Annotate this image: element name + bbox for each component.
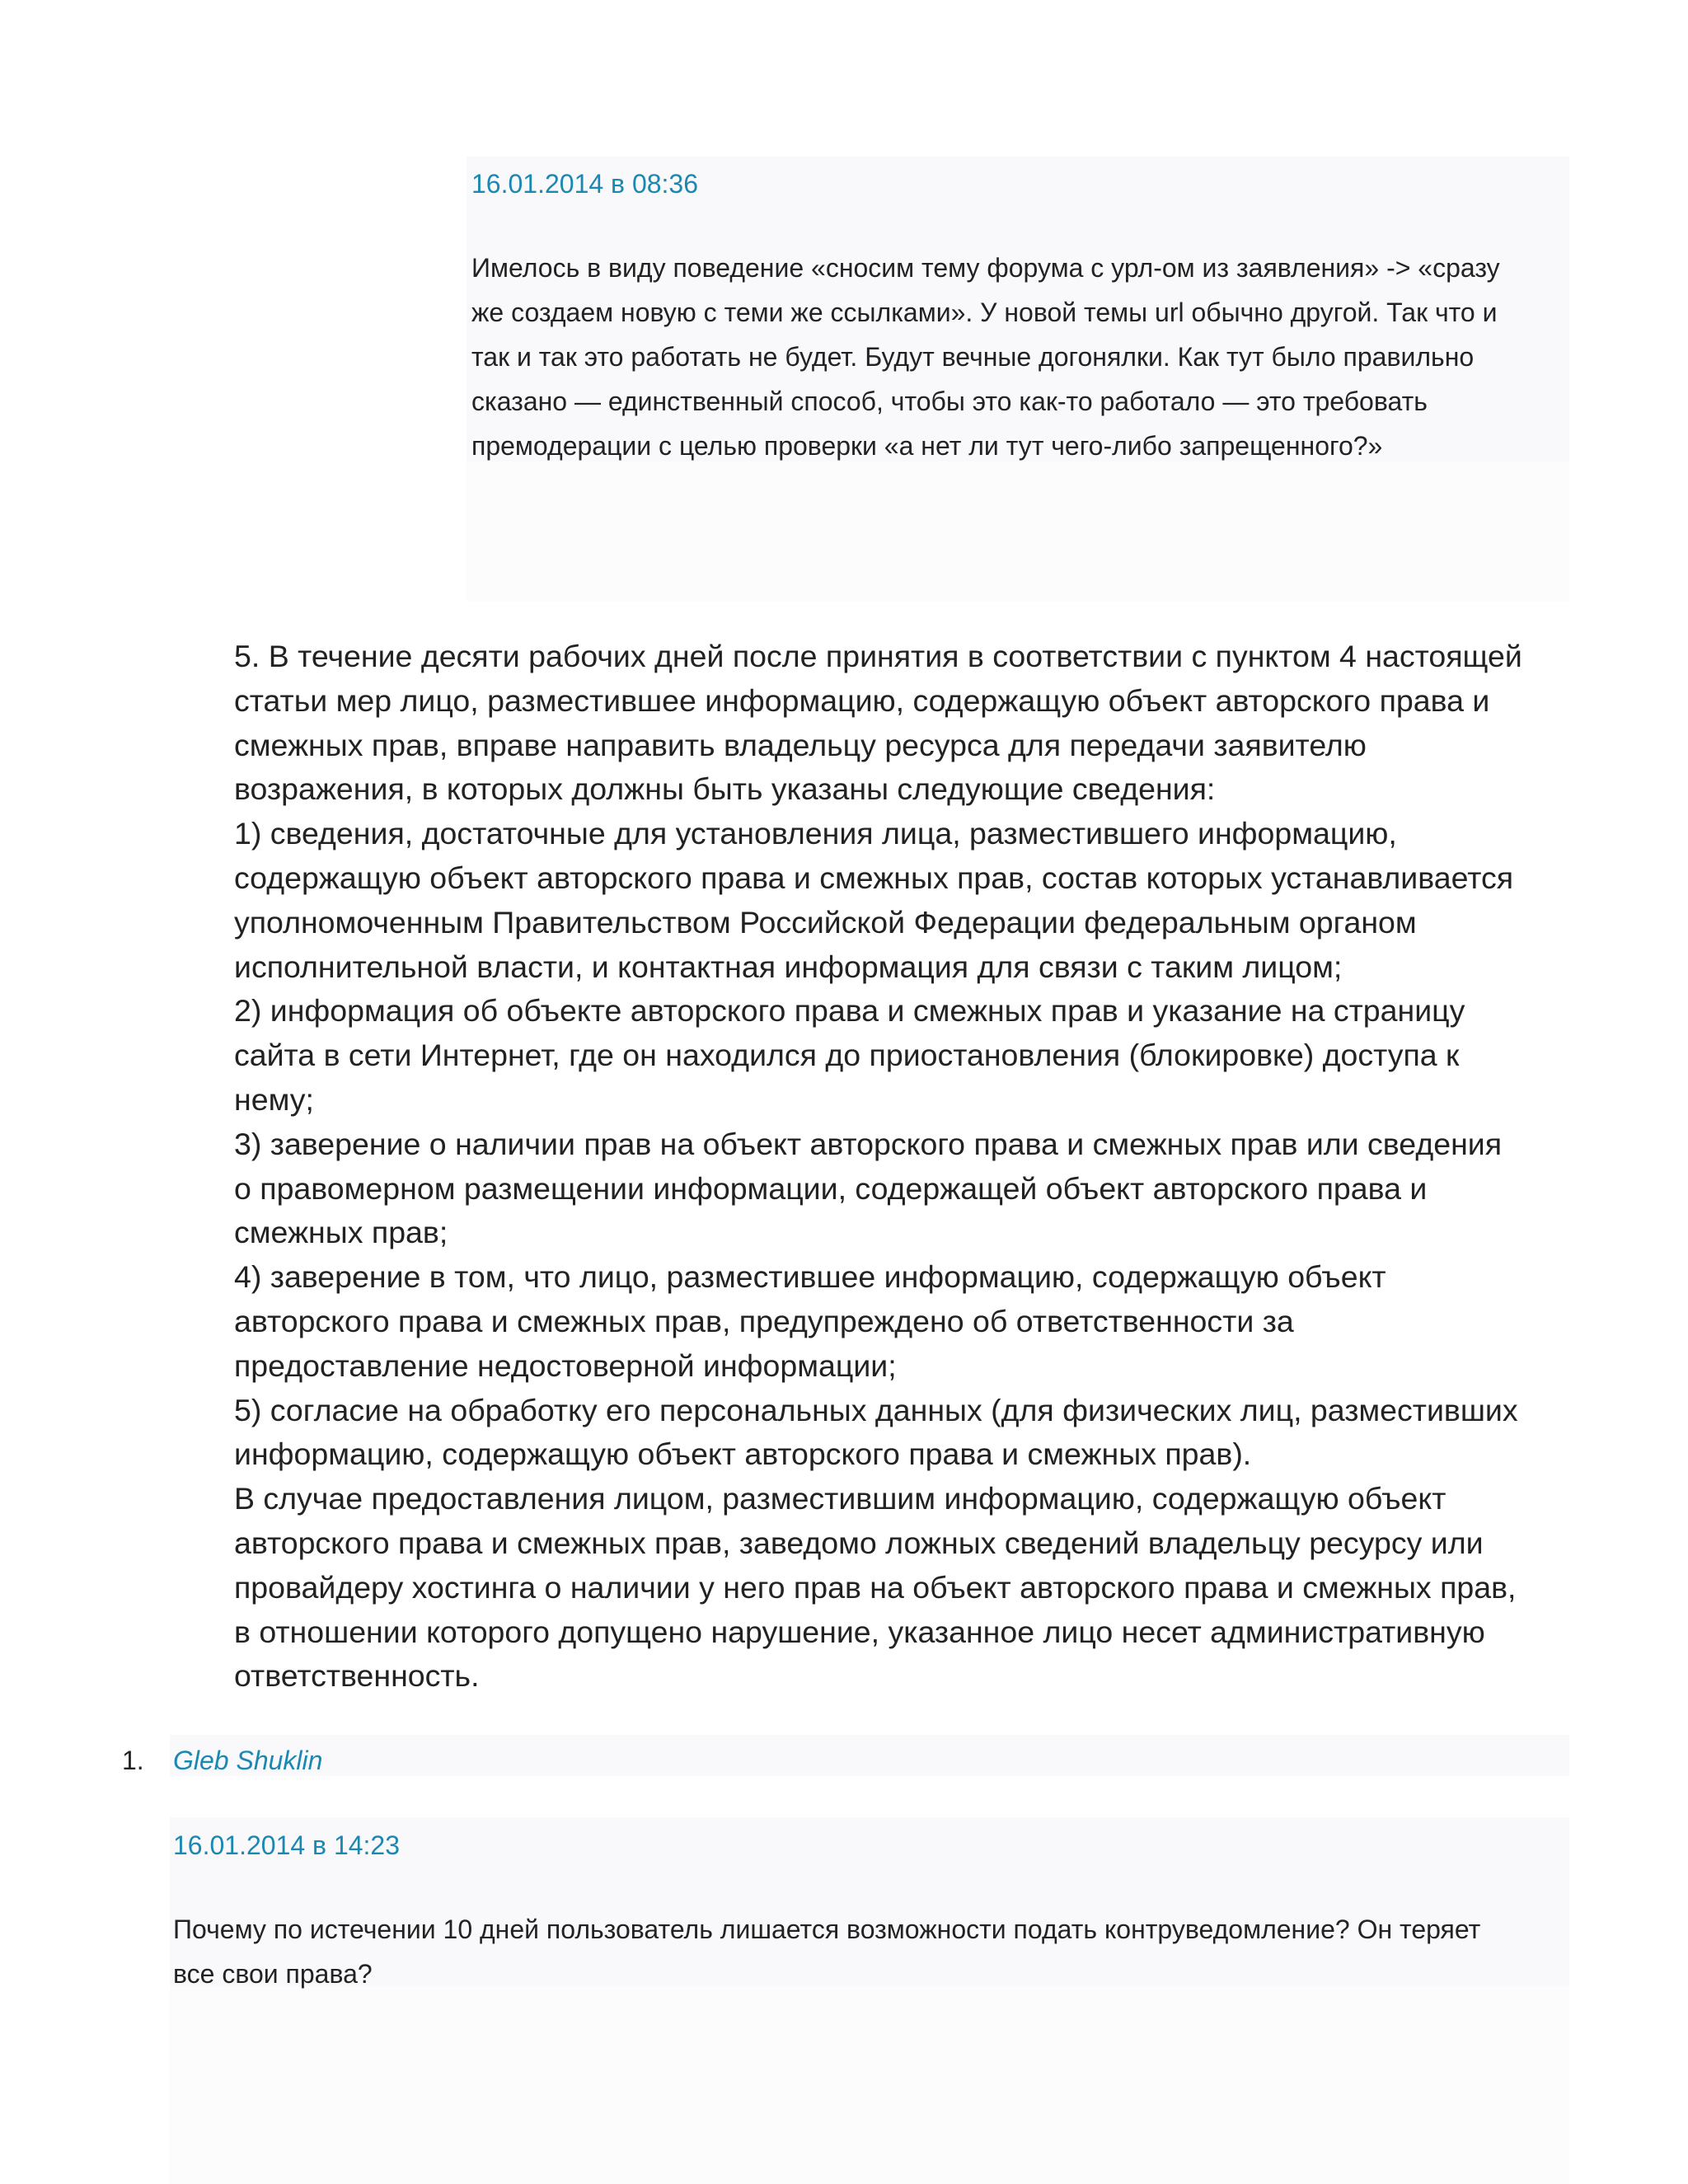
quote-line: возражения, в которых должны быть указаны следующие сведения: bbox=[234, 771, 1216, 807]
quote-line: 1) сведения, достаточные для установления лица, разместившего информацию, bbox=[234, 816, 1397, 851]
quote-line: смежных прав; bbox=[234, 1215, 448, 1250]
quote-line: 4) заверение в том, что лицо, разместившее информацию, содержащую объект bbox=[234, 1259, 1386, 1295]
quote-line: авторского права и смежных прав, заведомо ложных сведений владельцу ресурсу или bbox=[234, 1525, 1484, 1560]
comment-2-body bbox=[173, 1907, 1480, 1996]
comment-1-line: же создаем новую с теми же ссылками». У новой темы url обычно другой. Так что и bbox=[471, 298, 1498, 327]
quote-line: информацию, содержащую объект авторского права и смежных прав). bbox=[234, 1436, 1252, 1472]
quote-line: в отношении которого допущено нарушение, указанное лицо несет административную bbox=[234, 1614, 1485, 1649]
comment-1-line: так и так это работать не будет. Будут вечные догонялки. Как тут было правильно bbox=[471, 342, 1475, 372]
comment-2-author-panel bbox=[170, 1735, 1569, 1776]
quote-line: 5) согласие на обработку его персональных данных (для физических лиц, разместивших bbox=[234, 1392, 1518, 1427]
quote-line: сайта в сети Интернет, где он находился до приостановления (блокировке) доступа к bbox=[234, 1038, 1460, 1073]
comment-1-line: Имелось в виду поведение «сносим тему форума с урл-ом из заявления» -> «сразу bbox=[471, 253, 1500, 283]
quote-line: статьи мер лицо, разместившее информацию, содержащую объект авторского права и bbox=[234, 682, 1490, 718]
comment-2-date-link[interactable]: 16.01.2014 в 14:23 bbox=[173, 1830, 401, 1860]
quote-line: 5. В течение десяти рабочих дней после принятия в соответствии с пунктом 4 настоящей bbox=[234, 639, 1522, 673]
comment-1-footer-panel bbox=[467, 462, 1569, 602]
quote-line: уполномоченным Правительством Российской Федерации федеральным органом bbox=[234, 904, 1417, 940]
quote-line: о правомерном размещении информации, содержащей объект авторского права и bbox=[234, 1170, 1428, 1206]
comment-2-author-link[interactable]: Gleb Shuklin bbox=[173, 1746, 323, 1775]
quote-line: авторского права и смежных прав, предупреждено об ответственности за bbox=[234, 1303, 1294, 1338]
comment-1-date-link[interactable]: 16.01.2014 в 08:36 bbox=[471, 169, 699, 199]
quote-line: 3) заверение о наличии прав на объект авторского права и смежных прав или сведения bbox=[234, 1126, 1503, 1161]
quote-line: 2) информация об объекте авторского права и смежных прав и указание на страницу bbox=[234, 993, 1465, 1029]
comment-2-footer-panel bbox=[170, 1986, 1569, 2184]
quote-line: исполнительной власти, и контактная информация для связи с таким лицом; bbox=[234, 949, 1343, 984]
comment-1-body bbox=[471, 246, 1500, 468]
quote-line: провайдеру хостинга о наличии у него прав на объект авторского права и смежных прав, bbox=[234, 1569, 1517, 1605]
quote-line: содержащую объект авторского права и смежных прав, состав которых устанавливается bbox=[234, 860, 1514, 895]
quote-line: ответственность. bbox=[234, 1658, 480, 1694]
quoted-law-text bbox=[234, 635, 1569, 1699]
quote-line: нему; bbox=[234, 1081, 314, 1117]
comment-2-number: 1. bbox=[122, 1746, 144, 1775]
comment-1-line: премодерации с целью проверки «а нет ли тут чего-либо запрещенного?» bbox=[471, 431, 1383, 461]
quote-line: предоставление недостоверной информации; bbox=[234, 1347, 897, 1383]
comment-1-line: сказано — единственный способ, чтобы это как-то работало — это требовать bbox=[471, 387, 1428, 416]
comment-2-line: все свои права? bbox=[173, 1959, 373, 1989]
quote-line: смежных прав, вправе направить владельцу ресурса для передачи заявителю bbox=[234, 727, 1367, 762]
comment-2-line: Почему по истечении 10 дней пользователь лишается возможности подать контруведомление? Он теряет bbox=[173, 1915, 1481, 1944]
quote-line: В случае предоставления лицом, разместившим информацию, содержащую объект bbox=[234, 1481, 1447, 1516]
